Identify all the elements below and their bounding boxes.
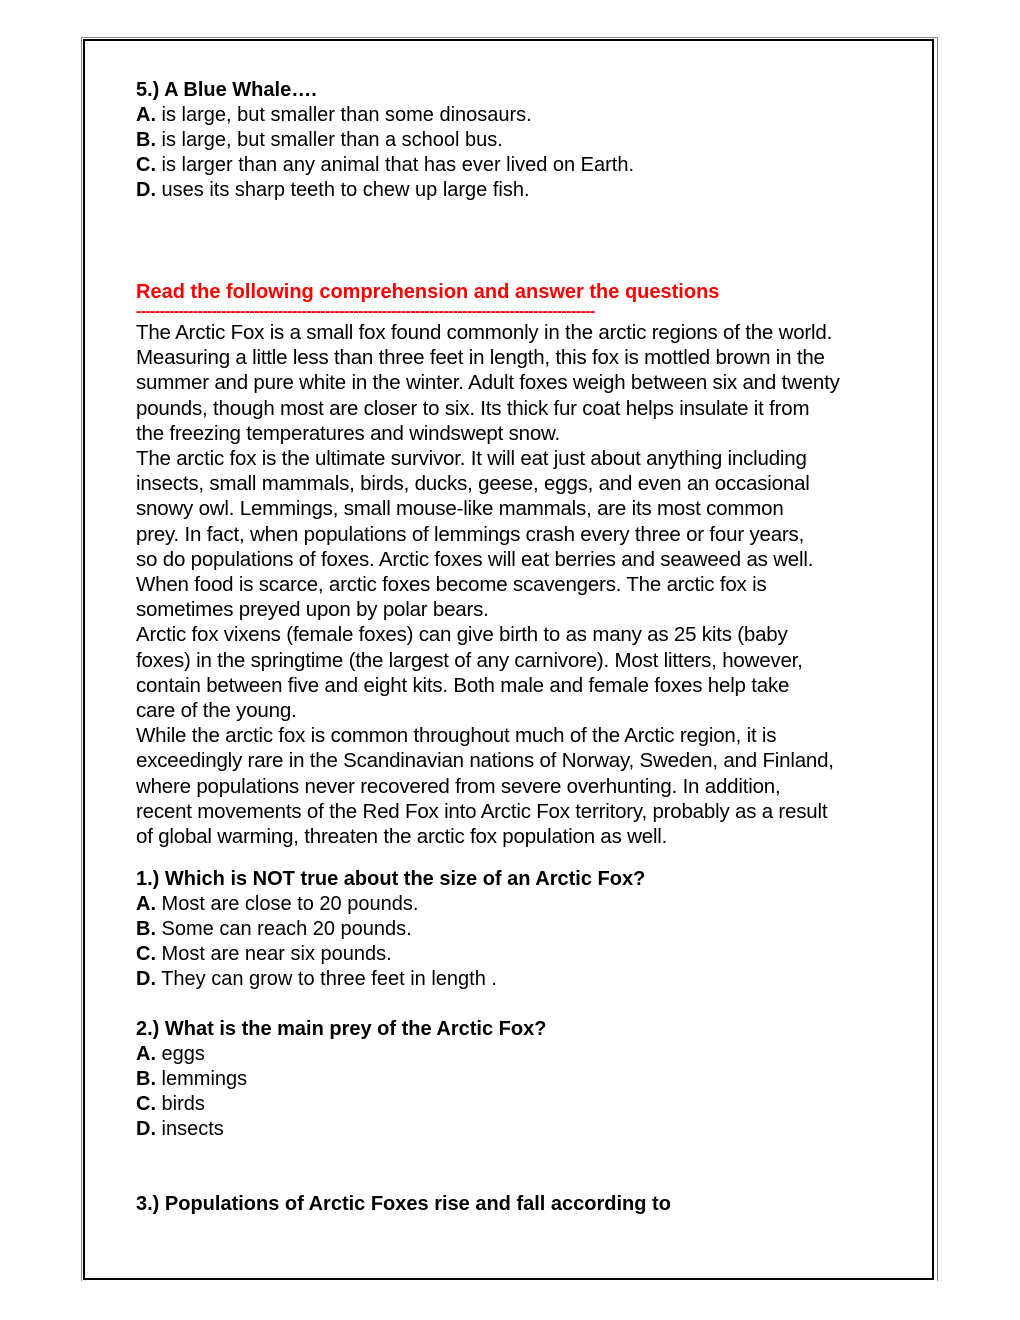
passage-line: insects, small mammals, birds, ducks, geese, eggs, and even an occasional [136, 472, 810, 496]
question-5 [136, 78, 916, 203]
question-title: 2.) What is the main prey of the Arctic Fox? [136, 1018, 547, 1041]
option-letter: B. [136, 129, 156, 151]
option-letter: C. [136, 154, 156, 176]
option-text: insects [156, 1118, 224, 1141]
option-letter: D. [136, 179, 156, 201]
question-2 [136, 1017, 916, 1142]
passage-line: where populations never recovered from severe overhunting. In addition, [136, 774, 781, 798]
option-letter: D. [136, 1118, 156, 1141]
option-text: uses its sharp teeth to chew up large fish. [156, 179, 530, 201]
answer-option [136, 892, 916, 917]
option-text: lemmings [156, 1068, 248, 1091]
option-letter: A. [136, 104, 156, 126]
option-text: Some can reach 20 pounds. [156, 918, 412, 941]
passage-line: While the arctic fox is common throughout much of the Arctic region, it is [136, 724, 777, 748]
passage-line: the freezing temperatures and windswept snow. [136, 421, 561, 445]
option-text: is larger than any animal that has ever lived on Earth. [156, 154, 635, 176]
answer-option [136, 942, 916, 967]
passage-line: care of the young. [136, 699, 297, 723]
option-text: birds [156, 1093, 205, 1116]
answer-option [136, 1092, 916, 1117]
answer-option [136, 103, 916, 128]
passage-line: snowy owl. Lemmings, small mouse-like mammals, are its most common [136, 497, 784, 521]
option-letter: A. [136, 1043, 156, 1066]
answer-option [136, 967, 916, 992]
answer-option [136, 128, 916, 153]
answer-option [136, 1067, 916, 1092]
passage-line: Arctic fox vixens (female foxes) can give birth to as many as 25 kits (baby [136, 623, 788, 647]
option-text: is large, but smaller than a school bus. [156, 129, 503, 151]
passage-line: The Arctic Fox is a small fox found commonly in the arctic regions of the world. [136, 321, 833, 344]
passage-line: The arctic fox is the ultimate survivor. It will eat just about anything including [136, 447, 807, 471]
passage-line: recent movements of the Red Fox into Arctic Fox territory, probably as a result [136, 799, 828, 823]
option-text: eggs [156, 1043, 205, 1066]
passage-line: summer and pure white in the winter. Adult foxes weigh between six and twenty [136, 371, 840, 395]
comprehension-heading: Read the following comprehension and answer the questions [136, 281, 720, 303]
option-text: Most are close to 20 pounds. [156, 893, 419, 916]
passage-line: so do populations of foxes. Arctic foxes will eat berries and seaweed as well. [136, 547, 814, 571]
passage-line: Measuring a little less than three feet in length, this fox is mottled brown in the [136, 346, 825, 370]
answer-option [136, 1117, 916, 1142]
question-title: 3.) Populations of Arctic Foxes rise and fall according to [136, 1193, 671, 1216]
question-3 [136, 1192, 916, 1217]
option-text: They can grow to three feet in length . [156, 968, 497, 991]
option-text: is large, but smaller than some dinosaurs. [156, 104, 532, 126]
heading-divider: ------------------------------------------------------------------------------------------------- [136, 305, 595, 320]
option-letter: B. [136, 1068, 156, 1091]
answer-option [136, 1042, 916, 1067]
passage-line: sometimes preyed upon by polar bears. [136, 598, 489, 622]
question-title: 5.) A Blue Whale…. [136, 79, 317, 101]
passage-line: contain between five and eight kits. Both male and female foxes help take [136, 673, 790, 697]
option-letter: C. [136, 943, 156, 966]
option-letter: A. [136, 893, 156, 916]
passage-line: pounds, though most are closer to six. Its thick fur coat helps insulate it from [136, 396, 810, 420]
passage-line: foxes) in the springtime (the largest of any carnivore). Most litters, however, [136, 648, 803, 672]
worksheet-content [136, 78, 916, 1217]
passage-line: When food is scarce, arctic foxes become scavengers. The arctic fox is [136, 573, 767, 597]
answer-option [136, 178, 916, 203]
question-title: 1.) Which is NOT true about the size of an Arctic Fox? [136, 868, 646, 891]
option-letter: B. [136, 918, 156, 941]
option-text: Most are near six pounds. [156, 943, 392, 966]
answer-option [136, 153, 916, 178]
passage-line: of global warming, threaten the arctic fox population as well. [136, 825, 668, 849]
passage-line: prey. In fact, when populations of lemmings crash every three or four years, [136, 522, 805, 546]
question-1 [136, 867, 916, 992]
comprehension-passage [136, 320, 916, 849]
option-letter: C. [136, 1093, 156, 1116]
option-letter: D. [136, 968, 156, 991]
answer-option [136, 917, 916, 942]
passage-line: exceedingly rare in the Scandinavian nations of Norway, Sweden, and Finland, [136, 749, 834, 773]
